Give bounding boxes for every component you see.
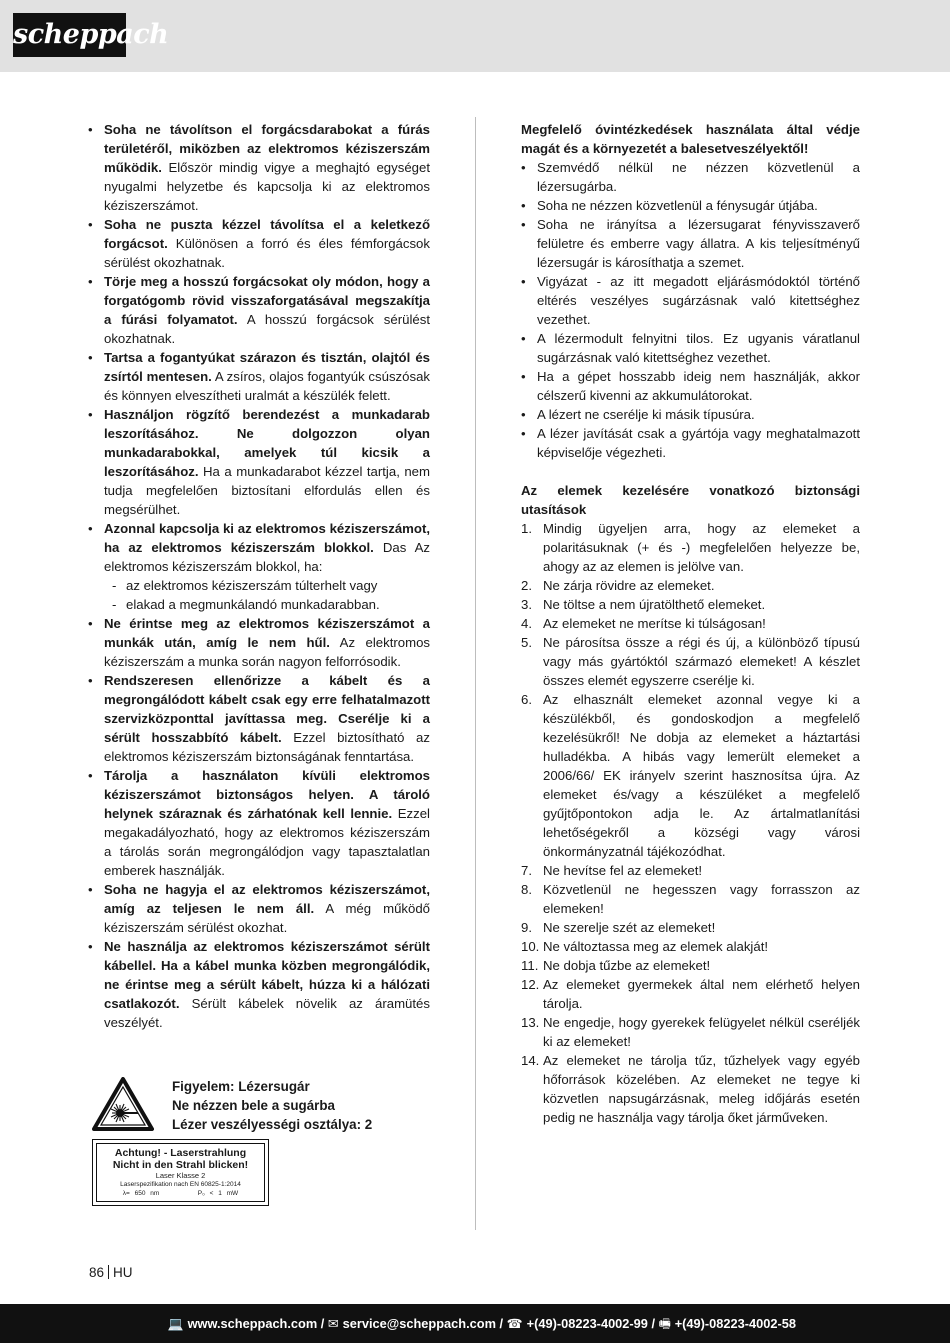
list-item: • Soha ne távolítson el forgácsdarabokat a fúrás területéről, miközben az elektromos kéziszerszám működik. Először mindig vigye a meghajtó egységet nyugalmi helyzetbe és kapcsolja ki az elektromos kéziszerszámot. [88, 120, 430, 215]
page-footer: 💻 www.scheppach.com / ✉ service@scheppach.com / ☎ +(49)-08223-4002-99 / 🖷 +(49)-08223-4002-58 [0, 1304, 950, 1343]
list-item: • Soha ne irányítsa a lézersugarat fényvisszaverő felületre és emberre vagy állatra. A kis teljesítményű lézersugár is károsíthatja a szemet. [521, 215, 860, 272]
email-link[interactable]: service@scheppach.com [342, 1316, 496, 1331]
laser-warning-line: Ne nézzen bele a sugárba [172, 1098, 335, 1113]
list-item: • Ne érintse meg az elektromos kéziszerszámot a munkák után, amíg le nem hűl. Az elektromos kéziszerszám a munka során nagyon felforrósodik. [88, 614, 430, 671]
list-item: 11. Ne dobja tűzbe az elemeket! [521, 958, 711, 973]
label-line: Achtung! - Laserstrahlung [114, 1147, 247, 1159]
list-item: 8. Közvetlenül ne hegesszen vagy forrasszon az elemeken! [521, 882, 860, 916]
label-line [97, 1189, 264, 1198]
list-item: • Vigyázat - az itt megadott eljárásmódoktól történő eltérés veszélyes sugárzásnak való kitettséghez vezethet. [521, 272, 860, 329]
list-item: 6. Az elhasznált elemeket azonnal vegye ki a készülékből, és gondoskodjon a megfelelő kezelésükről! Ne dobja az elemeket a háztartási hulladékba. A hibás vagy lemerült elemeket a 2006/66/ EK irányelv szerint hasznosítsa újra. Az elemeket és/vagy a készüléket a megfelelő gyűjtőpontokon adja le. Az ártalmatlanítási lehetőségekről a községi vagy városi önkormányzatnál tájékozódhat. [521, 692, 860, 859]
list-item: • A lézermodult felnyitni tilos. Ez ugyanis váratlanul sugárzásnak való kitettséghez vezethet. [521, 329, 860, 367]
list-item: • Tárolja a használaton kívüli elektromos kéziszerszámot biztonságos helyen. A tároló helynek száraznak és zárhatónak kell lennie. Ezzel megakadályozható, hogy az elektromos kéziszerszám a tárolás során megrongálódjon vagy tapasztalatlan emberek használják. [88, 766, 430, 880]
label-line: Nicht in den Strahl blicken! [112, 1159, 249, 1171]
laser-class-label [92, 1139, 269, 1206]
list-item: 4. Az elemeket ne merítse ki túlságosan! [521, 616, 766, 631]
fax-icon: 🖷 [658, 1316, 671, 1331]
battery-safety-heading: Az elemek kezelésére vonatkozó biztonsági utasítások [521, 483, 860, 517]
computer-icon: 💻 [167, 1316, 184, 1331]
list-item: 14. Az elemeket ne tárolja tűz, tűzhelyek vagy egyéb hőforrások közelében. Az elemeket ne tegye ki közvetlen napsugárzásnak, meleg időjárás esetén pedig ne használja vagy tárolja őket járműveken. [521, 1053, 860, 1125]
list-item: • Azonnal kapcsolja ki az elektromos kéziszerszámot, ha az elektromos kéziszerszám blokkol. Das Az elektromos kéziszerszám blokkol, ha: - az elektromos kéziszerszám túlterhelt vagy - elakad a megmunkálandó munkadarabban. [88, 519, 430, 614]
list-item: • Használjon rögzítő berendezést a munkadarab leszorításához. Ne dolgozzon olyan munkadarabokkal, amelyek túl kicsik a leszorításához. Ha a munkadarabot kézzel tartja, nem tudja megfelelően biztosítani elfordulás ellen és megsérülhet. [88, 405, 430, 519]
list-item: 5. Ne párosítsa össze a régi és új, a különböző típusú vagy más gyártóktól származó elemeket! A készlet összes elemét egyszerre cserélje ki. [521, 635, 860, 688]
power: P₀ < 1 mW [197, 1190, 239, 1197]
list-item: 3. Ne töltse a nem újratölthető elemeket. [521, 597, 766, 612]
wavelength: λ= 650 nm [122, 1190, 160, 1197]
laser-safety-heading: Megfelelő óvintézkedések használata által védje magát és a környezetét a balesetveszélyektől! [521, 122, 860, 156]
sublist-item: - elakad a megmunkálandó munkadarabban. [112, 595, 430, 614]
page-number: 86 HU [89, 1265, 133, 1280]
list-item: • A lézer javítását csak a gyártója vagy meghatalmazott képviselője végezheti. [521, 424, 860, 462]
list-item: 1. Mindig ügyeljen arra, hogy az elemeket a polaritásuknak (+ és -) megfelelően helyezze be, ahogy az az elemen is jelölve van. [521, 521, 860, 574]
list-item: • Szemvédő nélkül ne nézzen közvetlenül a lézersugárba. [521, 158, 860, 196]
sublist-item: - az elektromos kéziszerszám túlterhelt vagy [112, 576, 430, 595]
list-item: 7. Ne hevítse fel az elemeket! [521, 863, 703, 878]
scheppach-logo: scheppach [13, 13, 126, 57]
list-item: • Ne használja az elektromos kéziszerszámot sérült kábellel. Ha a kábel munka közben megrongálódik, ne érintse meg a sérült kábelt, húzza ki a hálózati csatlakozót. Sérült kábelek növelik az áramütés veszélyét. [88, 937, 430, 1032]
list-item: • Soha ne hagyja el az elektromos kéziszerszámot, amíg az teljesen le nem áll. A még működő kéziszerszám sérülést okozhat. [88, 880, 430, 937]
fax-number: +(49)-08223-4002-58 [674, 1316, 796, 1331]
left-column [88, 120, 430, 1032]
label-line: Laser Klasse 2 [155, 1171, 206, 1180]
list-item: • Tartsa a fogantyúkat szárazon és tisztán, olajtól és zsírtól mentesen. A zsíros, olajos fogantyúk csúszósak és könnyen elveszítheti uralmát a készülék felett. [88, 348, 430, 405]
list-item: • A lézert ne cserélje ki másik típusúra. [521, 405, 860, 424]
list-item: • Ha a gépet hosszabb ideig nem használják, akkor célszerű kivenni az akkumulátorokat. [521, 367, 860, 405]
list-item: 13. Ne engedje, hogy gyerekek felügyelet nélkül cseréljék ki az elemeket! [521, 1015, 860, 1049]
phone-number: +(49)-08223-4002-99 [526, 1316, 648, 1331]
phone-icon: ☎ [506, 1316, 523, 1331]
laser-warning-line: Figyelem: Lézersugár [172, 1079, 310, 1094]
laser-warning-icon [92, 1077, 154, 1131]
laser-warning-line: Lézer veszélyességi osztálya: 2 [172, 1117, 373, 1132]
list-item: 9. Ne szerelje szét az elemeket! [521, 920, 716, 935]
mail-icon: ✉ [327, 1316, 339, 1331]
label-inner-frame [96, 1143, 265, 1202]
label-line: Laserspezifikation nach EN 60825-1:2014 [120, 1181, 241, 1188]
column-divider [475, 117, 476, 1230]
list-item: 10. Ne változtassa meg az elemek alakját! [521, 939, 769, 954]
list-item: • Soha ne nézzen közvetlenül a fénysugár útjába. [521, 196, 860, 215]
list-item: • Rendszeresen ellenőrizze a kábelt és a megrongálódott kábelt csak egy erre felhatalmazott szervizközponttal javíttassa meg. Cserélje ki a sérült hosszabbító kábelt. Ezzel biztosítható az elektromos kéziszerszám biztonságának fenntartása. [88, 671, 430, 766]
blocked-sublist [104, 576, 430, 614]
right-column [521, 120, 860, 1127]
list-item: • Törje meg a hosszú forgácsokat oly módon, hogy a forgatógomb rövid visszaforgatásával megszakítja a fúrási folyamatot. A hosszú forgácsok sérülést okozhatnak. [88, 272, 430, 348]
laser-warning-text [172, 1077, 432, 1134]
website-link[interactable]: www.scheppach.com [187, 1316, 318, 1331]
list-item: 12. Az elemeket gyermekek által nem elérhető helyen tárolja. [521, 977, 860, 1011]
list-item: • Soha ne puszta kézzel távolítsa el a keletkező forgácsot. Különösen a forró és éles fémforgácsok sérülést okozhatnak. [88, 215, 430, 272]
page-header [0, 0, 950, 72]
list-item: 2. Ne zárja rövidre az elemeket. [521, 578, 715, 593]
